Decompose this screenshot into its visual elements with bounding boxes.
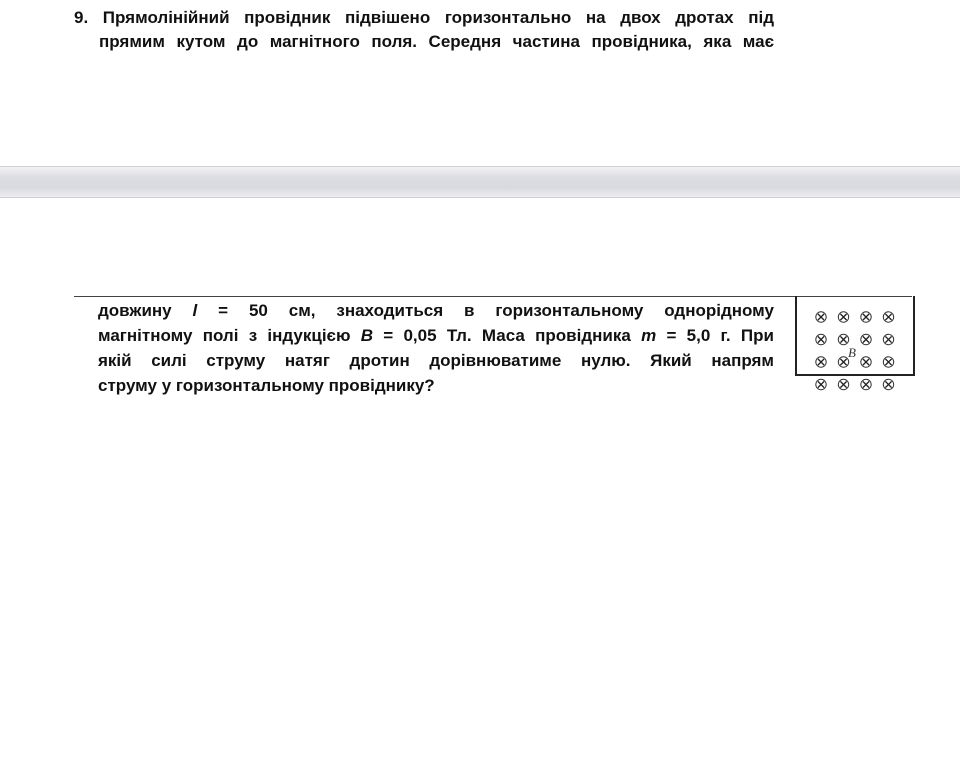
variable-l: l — [192, 301, 198, 320]
page-upper — [0, 0, 960, 166]
text-segment: = 5,0 г. При — [666, 326, 774, 345]
x-in-circle-icon — [883, 357, 893, 367]
page-break-separator — [0, 166, 960, 198]
x-in-circle-icon — [861, 357, 871, 367]
continuation-line-1 — [98, 298, 774, 323]
continuation-line-3: якій силі струму натяг дротин дорівнюватиме нулю. Який напрям — [98, 351, 774, 370]
x-in-circle-icon — [838, 334, 848, 344]
x-in-circle-icon — [816, 379, 826, 389]
text-segment: довжину — [98, 301, 172, 320]
x-in-circle-icon — [816, 334, 826, 344]
x-in-circle-icon — [883, 312, 893, 322]
x-in-circle-icon — [883, 379, 893, 389]
x-in-circle-icon — [816, 357, 826, 367]
text-segment: = 50 см, знаходиться в горизонтальному однорідному — [218, 301, 774, 320]
variable-b: B — [360, 326, 374, 345]
magnetic-field-figure — [795, 296, 915, 396]
continuation-text — [98, 298, 774, 398]
top-rule — [74, 296, 912, 297]
continuation-line-2 — [98, 323, 774, 348]
field-label-b: B — [848, 345, 856, 360]
x-in-circle-icon — [838, 312, 848, 322]
x-in-circle-icon — [883, 334, 893, 344]
question-line-2: прямим кутом до магнітного поля. Середня частина провідника, яка має — [99, 32, 774, 51]
question-number: 9. — [74, 8, 89, 27]
x-in-circle-icon — [861, 379, 871, 389]
question-text — [74, 6, 774, 54]
text-segment: магнітному полі з індукцією — [98, 326, 351, 345]
x-in-circle-icon — [838, 379, 848, 389]
continuation-line-4: струму у горизонтальному провіднику? — [98, 376, 435, 395]
question-line-1-text: Прямолінійний провідник підвішено горизонтально на двох дротах під — [102, 8, 774, 27]
variable-m: m — [641, 326, 657, 345]
x-in-circle-icon — [861, 312, 871, 322]
question-line-1 — [74, 6, 774, 30]
x-in-circle-icon — [816, 312, 826, 322]
x-in-circle-icon — [861, 334, 871, 344]
text-segment: = 0,05 Тл. Маса провідника — [383, 326, 631, 345]
